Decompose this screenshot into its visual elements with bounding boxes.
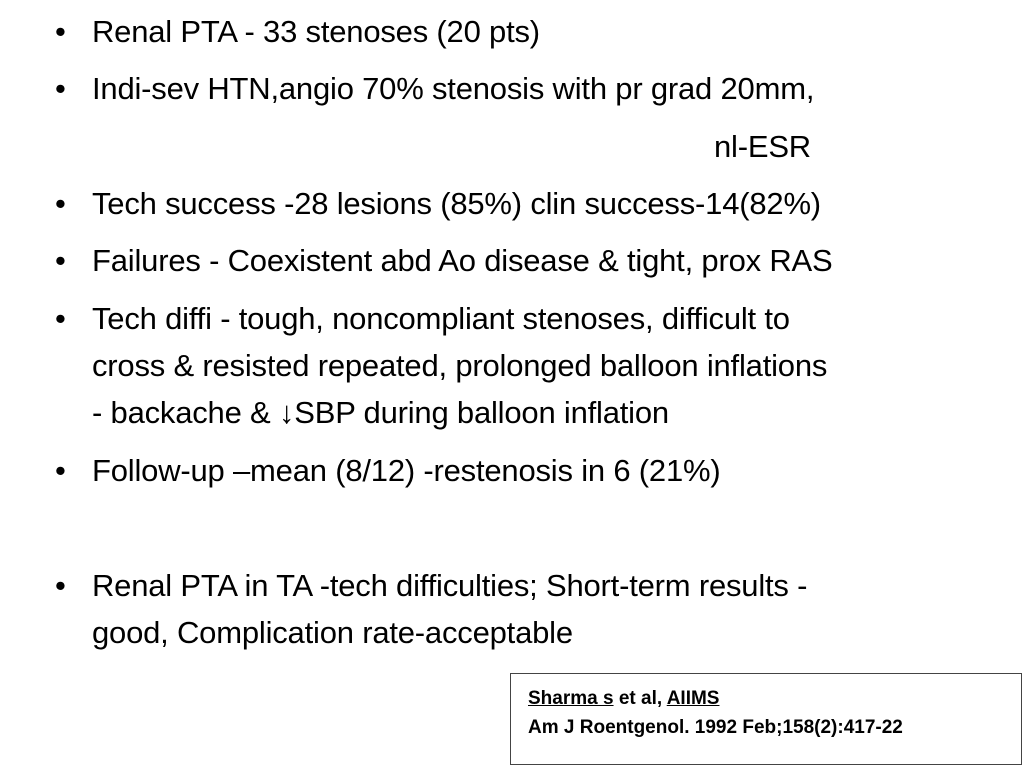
bullet-text: cross & resisted repeated, prolonged balloon inflations xyxy=(92,348,828,383)
bullet-text: good, Complication rate-acceptable xyxy=(92,615,573,650)
citation-box xyxy=(510,673,1022,765)
bullet-item xyxy=(55,295,992,436)
bullet-text: Failures - Coexistent abd Ao disease & tight, prox RAS xyxy=(92,243,833,278)
bullet-text-continuation: nl-ESR xyxy=(714,129,811,164)
bullet-text: - backache & ↓SBP during balloon inflation xyxy=(92,395,669,430)
bullet-text: Renal PTA - 33 stenoses (20 pts) xyxy=(92,14,540,49)
bullet-dot: • xyxy=(55,453,66,488)
bullet-text: Tech success -28 lesions (85%) clin success-14(82%) xyxy=(92,186,821,221)
bullet-dot: • xyxy=(55,186,66,221)
bullet-item xyxy=(55,180,992,227)
bullet-item xyxy=(55,562,992,656)
citation-etal: et al, xyxy=(613,688,667,709)
bullet-dot: • xyxy=(55,71,66,106)
bullet-text: Follow-up –mean (8/12) -restenosis in 6 (21%) xyxy=(92,453,721,488)
bullet-text: Tech diffi - tough, noncompliant stenoses, difficult to xyxy=(92,301,790,336)
bullet-dot: • xyxy=(55,301,66,336)
bullet-text: Renal PTA in TA -tech difficulties; Short-term results - xyxy=(92,568,808,603)
bullet-item xyxy=(55,65,992,170)
bullet-dot: • xyxy=(55,243,66,278)
bullet-text: Indi-sev HTN,angio 70% stenosis with pr grad 20mm, xyxy=(92,71,815,106)
bullet-dot: • xyxy=(55,568,66,603)
citation-line-1 xyxy=(528,684,1021,713)
bullet-dot: • xyxy=(55,14,66,49)
bullet-item xyxy=(55,8,992,55)
author-link[interactable]: Sharma s xyxy=(528,688,614,709)
citation-journal: Am J Roentgenol. 1992 Feb;158(2):417-22 xyxy=(528,717,903,738)
bullet-item xyxy=(55,447,992,494)
bullet-item xyxy=(55,237,992,284)
institute-link[interactable]: AIIMS xyxy=(666,688,720,709)
